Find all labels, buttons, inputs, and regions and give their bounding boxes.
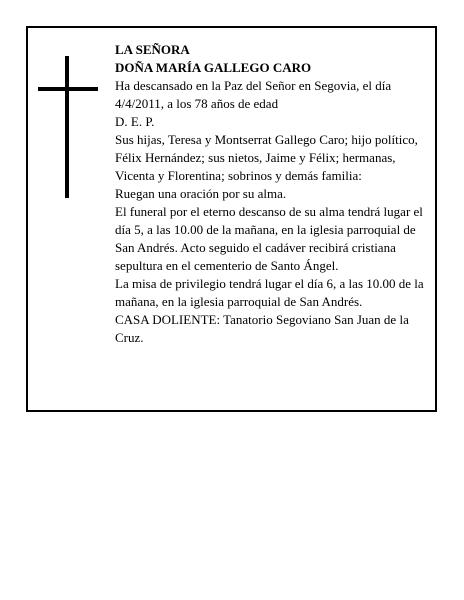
passing-announcement: Ha descansado en la Paz del Señor en Segovia, el día 4/4/2011, a los 78 años de edad — [115, 78, 392, 111]
obituary-notice — [26, 26, 437, 412]
mourning-house: CASA DOLIENTE: Tanatorio Segoviano San Juan de la Cruz. — [115, 312, 409, 345]
obituary-text — [115, 41, 425, 347]
cross-vertical-bar — [65, 56, 69, 198]
deceased-name: DOÑA MARÍA GALLEGO CARO — [115, 60, 312, 75]
prayer-request: Ruegan una oración por su alma. — [115, 186, 287, 201]
rip-line: D. E. P. — [115, 114, 155, 129]
mass-details: La misa de privilegio tendrá lugar el día 6, a las 10.00 de la mañana, en la iglesia parroquial de San Andrés. — [115, 276, 424, 309]
funeral-details: El funeral por el eterno descanso de su alma tendrá lugar el día 5, a las 10.00 de la mañana, en la iglesia parroquial de San Andrés. Acto seguido el cadáver recibirá cristiana sepultura en el cementerio de Santo Ángel. — [115, 204, 423, 273]
cross-horizontal-bar — [38, 87, 98, 91]
heading-title: LA SEÑORA — [115, 42, 190, 57]
latin-cross-icon — [38, 56, 98, 198]
family-list: Sus hijas, Teresa y Montserrat Gallego Caro; hijo político, Félix Hernández; sus nietos, Jaime y Félix; hermanas, Vicenta y Florentina; sobrinos y demás familia: — [115, 132, 418, 183]
